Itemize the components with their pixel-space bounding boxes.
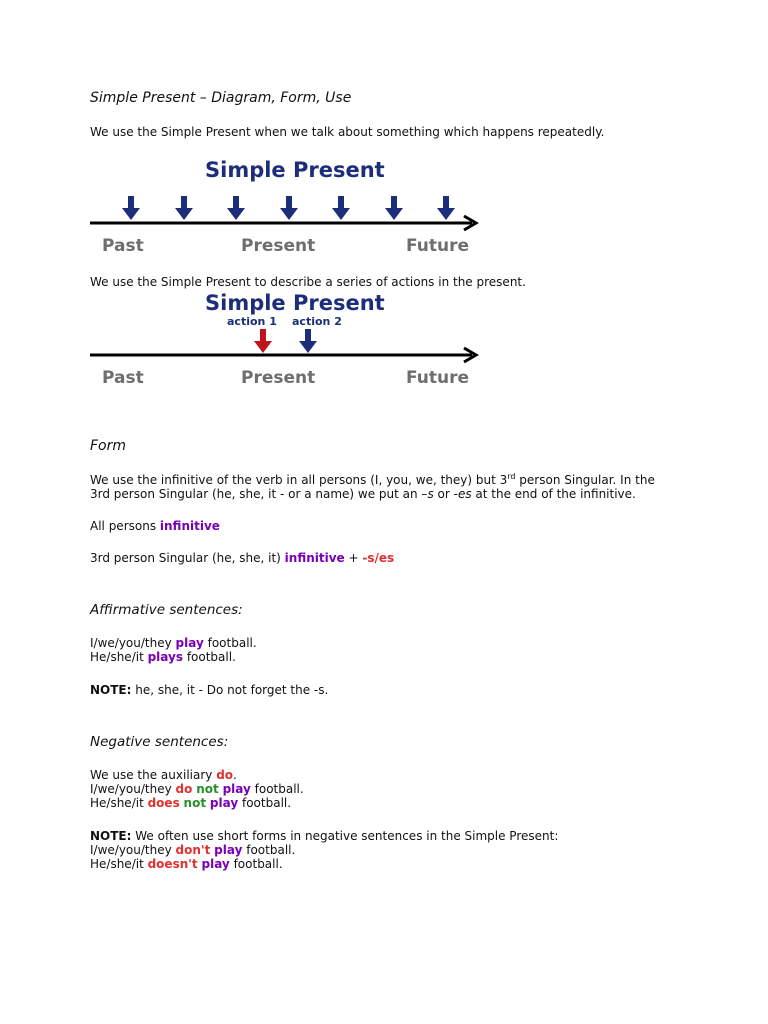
- arrow-down-icon: [437, 196, 455, 220]
- plus-sign: +: [344, 551, 363, 565]
- timeline-diagram-series: [88, 288, 488, 392]
- note-label: NOTE:: [90, 683, 132, 697]
- form-paragraph: [90, 473, 655, 501]
- example-text: football.: [203, 636, 257, 650]
- superscript: rd: [507, 472, 516, 481]
- example-text: I/we/you/they: [90, 782, 176, 796]
- example-text: football.: [242, 843, 296, 857]
- form-text: person Singular. In the: [515, 473, 655, 487]
- diagram-title: Simple Present: [205, 291, 385, 315]
- repeated-arrows: [122, 196, 455, 220]
- example-text: We use the auxiliary: [90, 768, 217, 782]
- verb-keyword: play: [222, 782, 251, 796]
- arrow-down-icon: [175, 196, 193, 220]
- affirmative-note: [90, 683, 328, 697]
- timeline-diagram-repeated: [88, 152, 488, 262]
- negative-examples: [90, 768, 304, 810]
- form-text: at the end of the infinitive.: [471, 487, 636, 501]
- negative-heading: Negative sentences:: [90, 734, 229, 750]
- example-text: .: [233, 768, 237, 782]
- auxiliary-keyword: do: [175, 782, 193, 796]
- note-text: he, she, it - Do not forget the -s.: [131, 683, 329, 697]
- time-axis: [90, 348, 476, 362]
- action-2-label: action 2: [292, 315, 342, 328]
- short-form-keyword: don't: [175, 843, 211, 857]
- example-text: football.: [238, 796, 292, 810]
- form-text: We use the infinitive of the verb in all persons (I, you, we, they) but 3: [90, 473, 508, 487]
- diagram-title: Simple Present: [205, 158, 385, 182]
- auxiliary-keyword: do: [216, 768, 234, 782]
- short-form-keyword: doesn't: [147, 857, 198, 871]
- note-label: NOTE:: [90, 829, 132, 843]
- third-person-rule: [90, 551, 394, 565]
- label-present: Present: [241, 368, 316, 388]
- suffix-s: s: [427, 487, 434, 501]
- verb-keyword: plays: [147, 650, 183, 664]
- infinitive-keyword: infinitive: [159, 519, 220, 533]
- intro-series: We use the Simple Present to describe a series of actions in the present.: [90, 275, 526, 289]
- verb-keyword: play: [209, 796, 239, 810]
- arrow-down-icon: [254, 329, 272, 353]
- example-text: football.: [229, 857, 283, 871]
- affirmative-heading: Affirmative sentences:: [90, 602, 243, 618]
- affirmative-examples: [90, 636, 257, 664]
- verb-keyword: play: [175, 636, 204, 650]
- rule-text: 3rd person Singular (he, she, it): [90, 551, 285, 565]
- label-future: Future: [406, 236, 470, 256]
- label-present: Present: [241, 236, 316, 256]
- arrow-down-icon: [122, 196, 140, 220]
- arrow-down-icon: [332, 196, 350, 220]
- verb-keyword: play: [214, 843, 243, 857]
- all-persons-rule: [90, 519, 220, 533]
- arrow-down-icon: [385, 196, 403, 220]
- label-future: Future: [406, 368, 470, 388]
- infinitive-keyword: infinitive: [284, 551, 345, 565]
- intro-repeated: We use the Simple Present when we talk about something which happens repeatedly.: [90, 125, 605, 139]
- suffix-keyword: -s/es: [362, 551, 395, 565]
- action-1-label: action 1: [227, 315, 277, 328]
- rule-text: All persons: [90, 519, 160, 533]
- example-text: I/we/you/they: [90, 636, 176, 650]
- form-heading: Form: [90, 438, 127, 454]
- example-text: He/she/it: [90, 650, 148, 664]
- example-text: I/we/you/they: [90, 843, 176, 857]
- form-text: 3rd person Singular (he, she, it - or a name) we put an –: [90, 487, 428, 501]
- time-axis: [90, 216, 476, 230]
- label-past: Past: [102, 236, 144, 256]
- verb-keyword: play: [201, 857, 230, 871]
- note-text: We often use short forms in negative sentences in the Simple Present:: [131, 829, 559, 843]
- negative-note: [90, 829, 558, 871]
- example-text: He/she/it: [90, 857, 148, 871]
- arrow-down-icon: [280, 196, 298, 220]
- example-text: He/she/it: [90, 796, 148, 810]
- form-text: or -: [433, 487, 458, 501]
- label-past: Past: [102, 368, 144, 388]
- arrow-down-icon: [227, 196, 245, 220]
- arrow-down-icon: [299, 329, 317, 353]
- page-title: Simple Present – Diagram, Form, Use: [90, 90, 352, 106]
- example-text: football.: [183, 650, 236, 664]
- auxiliary-keyword: does: [147, 796, 180, 810]
- not-keyword: not: [183, 796, 207, 810]
- example-text: football.: [250, 782, 304, 796]
- suffix-es: es: [457, 487, 472, 501]
- not-keyword: not: [196, 782, 219, 796]
